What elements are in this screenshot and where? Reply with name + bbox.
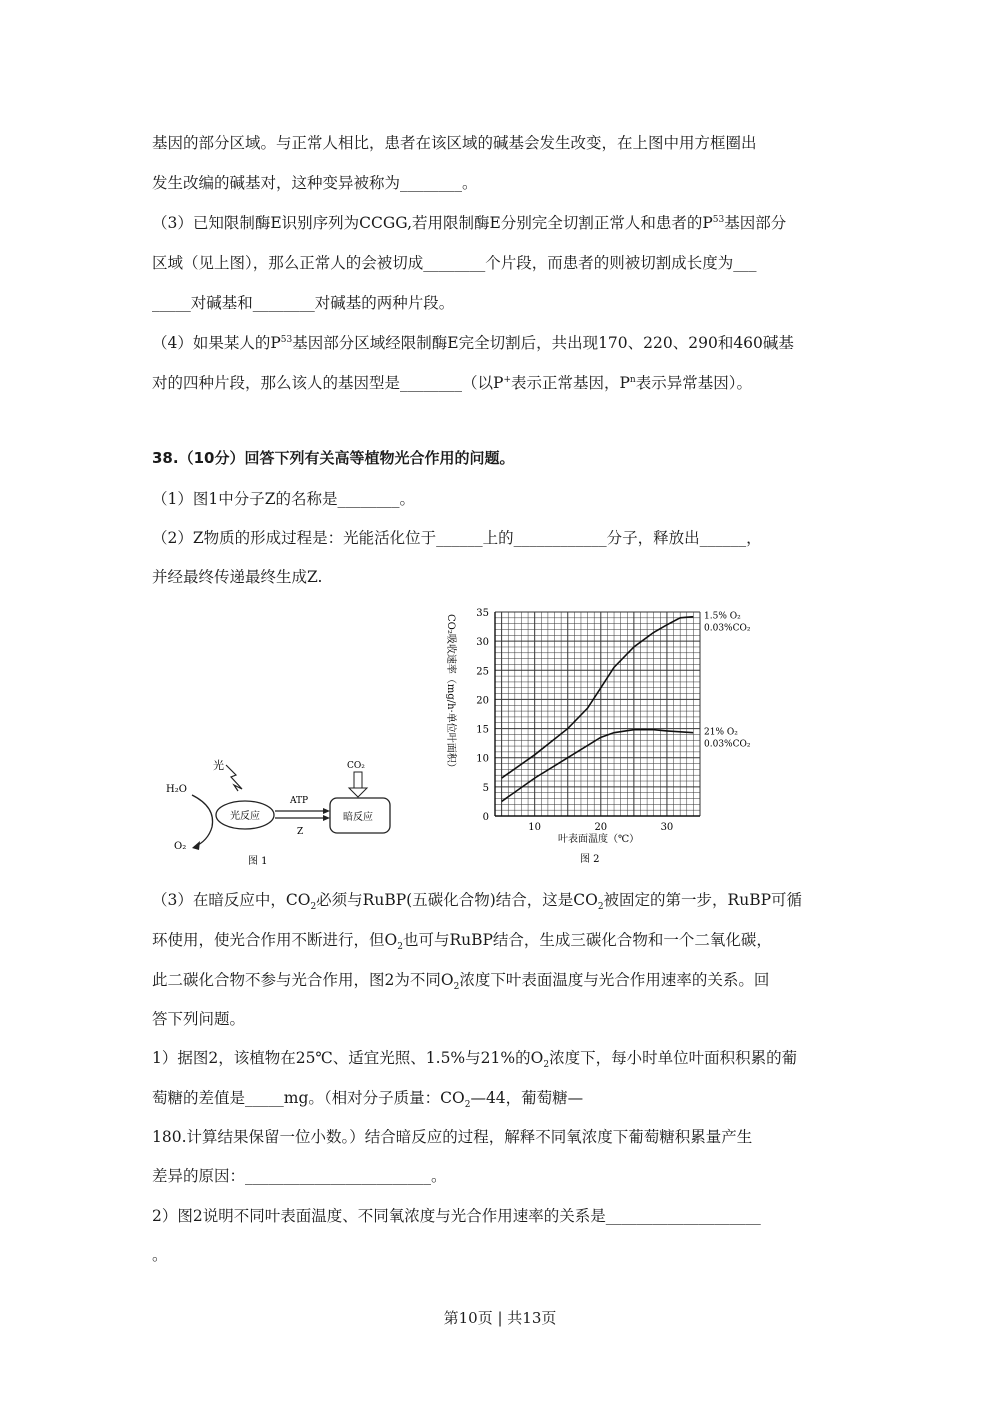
subscript: 2 xyxy=(597,902,604,913)
chart-y-axis-label: CO₂吸收速率（mg/h·单位叶面积） xyxy=(445,614,456,773)
z-arrowhead xyxy=(323,815,330,821)
y-tick-label: 20 xyxy=(476,695,489,707)
subscript: 2 xyxy=(310,902,317,913)
subscript: 2 xyxy=(543,1060,550,1071)
text-seg: 此二碳化合物不参与光合作用，图2为不同O xyxy=(152,971,454,989)
subscript: 2 xyxy=(453,982,460,993)
o2-label: O₂ xyxy=(174,841,187,852)
q37-part4-line-1 xyxy=(152,332,794,354)
atp-label: ATP xyxy=(290,796,309,806)
y-tick-label: 15 xyxy=(476,724,489,736)
q38-part3-line-3 xyxy=(152,969,769,991)
series-label-2-o2: 21% O₂ xyxy=(704,727,738,738)
q38-part2-line-2: 并经最终传递最终生成Z. xyxy=(152,568,323,586)
text-seg: （3）已知限制酶E识别序列为CCGG,若用限制酶E分别完全切割正常人和患者的P xyxy=(152,214,713,232)
text-seg: （3）在暗反应中，CO xyxy=(152,891,311,909)
text-seg: 表示正常基因，P xyxy=(510,374,630,392)
superscript: 53 xyxy=(280,334,293,345)
lightning-icon xyxy=(226,765,242,791)
y-tick-label: 35 xyxy=(476,608,489,619)
y-tick-label: 10 xyxy=(476,753,489,765)
series-label-2-co2: 0.03%CO₂ xyxy=(704,739,751,750)
dark-reaction-label: 暗反应 xyxy=(343,812,373,823)
x-tick-label: 20 xyxy=(594,822,608,833)
q37-part3-line-3: _____对碱基和________对碱基的两种片段。 xyxy=(152,294,455,312)
q38-sub1-line-1 xyxy=(152,1047,797,1069)
text-seg: 环使用，使光合作用不断进行，但O xyxy=(152,931,398,949)
series-line-2 xyxy=(502,730,694,802)
co2-arrow-shaft xyxy=(354,772,362,788)
q37-part3-line-1 xyxy=(152,212,786,234)
text-seg: 浓度下叶表面温度与光合作用速率的关系。回 xyxy=(459,971,770,989)
page-footer: 第10页 | 共13页 xyxy=(443,1309,557,1327)
chart-x-ticks xyxy=(528,822,673,833)
x-tick-label: 30 xyxy=(660,822,674,833)
light-label: 光 xyxy=(213,759,224,772)
q38-part3-line-4: 答下列问题。 xyxy=(152,1010,246,1028)
q38-sub2-line-1: 2）图2说明不同叶表面温度、不同氧浓度与光合作用速率的关系是____________________ xyxy=(152,1207,761,1225)
chart-x-axis-label: 叶表面温度（℃） xyxy=(558,834,640,845)
q38-sub1-line-3: 180.计算结果保留一位小数。）结合暗反应的过程，解释不同氧浓度下葡萄糖积累量产生 xyxy=(152,1128,753,1146)
y-tick-label: 5 xyxy=(482,782,489,794)
text-seg: 被固定的第一步，RuBP可循 xyxy=(603,891,803,909)
text-seg: 萄糖的差值是_____mg。（相对分子质量：CO xyxy=(152,1089,465,1107)
text-seg: （4）如果某人的P xyxy=(152,334,281,352)
q37-line-2: 发生改编的碱基对，这种变异被称为________。 xyxy=(152,174,478,192)
subscript: 2 xyxy=(397,942,403,953)
text-seg: 也可与RuBP结合，生成三碳化合物和一个二氧化碳， xyxy=(402,931,772,949)
atp-arrowhead xyxy=(323,808,330,814)
light-reaction-label: 光反应 xyxy=(230,811,260,822)
water-arc xyxy=(192,795,213,847)
q38-sub1-line-4: 差异的原因：________________________。 xyxy=(152,1167,447,1185)
q38-part3-line-1 xyxy=(152,889,802,911)
co2-label: CO₂ xyxy=(347,761,365,771)
q38-part1: （1）图1中分子Z的名称是________。 xyxy=(152,490,415,508)
q38-sub2-line-2: 。 xyxy=(152,1246,168,1264)
y-tick-label: 30 xyxy=(476,637,489,649)
text-seg: 1）据图2，该植物在25℃、适宜光照、1.5%与21%的O xyxy=(152,1049,544,1067)
h2o-label: H₂O xyxy=(166,784,187,795)
q37-part4-line-2 xyxy=(152,372,752,394)
superscript: + xyxy=(503,374,511,385)
y-tick-label: 0 xyxy=(482,812,489,823)
o2-arrowhead xyxy=(192,841,200,850)
q38-part2-line-1: （2）Z物质的形成过程是：光能活化位于______上的____________分子，释放出______， xyxy=(152,529,762,547)
text-seg: —44，葡萄糖— xyxy=(470,1089,584,1107)
chart-axes xyxy=(495,612,700,816)
subscript: 2 xyxy=(464,1100,471,1111)
text-seg: 浓度下，每小时单位叶面积积累的葡 xyxy=(549,1049,798,1067)
q38-title: 38.（10分）回答下列有关高等植物光合作用的问题。 xyxy=(152,449,515,467)
chart-y-ticks xyxy=(476,608,489,823)
q37-line-1: 基因的部分区域。与正常人相比，患者在该区域的碱基会发生改变，在上图中用方框圈出 xyxy=(152,134,757,152)
q38-part3-line-2 xyxy=(152,929,772,951)
figure-1-diagram xyxy=(150,755,410,870)
chart-series xyxy=(502,612,751,802)
text-seg: 对的四种片段，那么该人的基因型是________（以P xyxy=(152,374,504,392)
figure-2-chart xyxy=(440,604,770,866)
series-label-1-o2: 1.5% O₂ xyxy=(704,611,741,622)
figure-2-caption: 图 2 xyxy=(580,854,600,865)
q37-part3-line-2: 区域（见上图），那么正常人的会被切成________个片段，而患者的则被切割成长度为___ xyxy=(152,254,757,272)
series-label-1-co2: 0.03%CO₂ xyxy=(704,623,751,634)
chart-grid xyxy=(495,612,700,816)
text-seg: 必须与RuBP(五碳化合物)结合，这是CO xyxy=(316,891,598,909)
z-label: Z xyxy=(297,827,304,837)
text-seg: 表示异常基因）。 xyxy=(635,374,752,392)
text-seg: 基因部分区域经限制酶E完全切割后，共出现170、220、290和460碱基 xyxy=(292,334,794,352)
y-tick-label: 25 xyxy=(476,666,489,678)
x-tick-label: 10 xyxy=(528,822,542,833)
text-seg: 基因部分 xyxy=(724,214,787,232)
superscript: 53 xyxy=(712,214,725,225)
q38-sub1-line-2 xyxy=(152,1087,583,1109)
figure-1-caption: 图 1 xyxy=(248,856,268,867)
co2-arrowhead xyxy=(349,788,367,797)
superscript: n xyxy=(629,374,636,385)
